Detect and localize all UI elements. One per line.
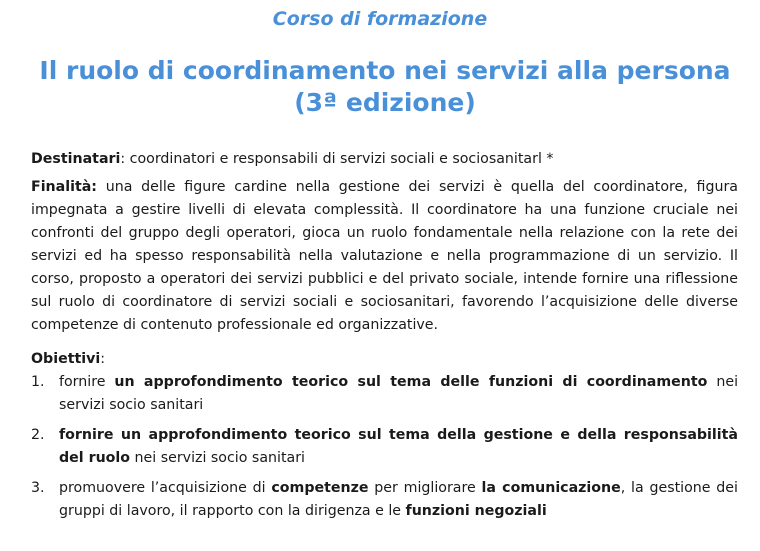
list-item — [31, 424, 738, 470]
destinatari-label: Destinatari — [31, 151, 121, 167]
list-item-text: fornire — [59, 374, 115, 390]
course-title — [0, 55, 760, 119]
list-item-emphasis: competenze — [271, 480, 369, 496]
finalita-paragraph — [31, 176, 738, 337]
course-title-line-1: Il ruolo di coordinamento nei servizi alla persona — [39, 56, 731, 85]
destinatari-paragraph — [31, 148, 738, 171]
list-item-text: , la gestione dei gruppi di lavoro, il rapporto con la dirigenza e le — [59, 480, 738, 519]
list-item-text: per migliorare — [368, 480, 482, 496]
destinatari-text: : coordinatori e responsabili di servizi sociali e sociosanitarl * — [120, 151, 554, 167]
obiettivi-label: Obiettivi — [31, 351, 101, 367]
list-item-emphasis: funzioni negoziali — [405, 503, 547, 519]
list-item-number: 2. — [31, 427, 45, 443]
finalita-label: Finalità: — [31, 179, 97, 195]
list-item-emphasis: un approfondimento teorico sul tema delle funzioni di coordinamento — [114, 374, 708, 390]
document-body — [31, 148, 738, 523]
list-item-number: 1. — [31, 374, 45, 390]
course-title-line-2: (3ª edizione) — [294, 88, 476, 117]
list-item-text: nei servizi socio sanitari — [130, 450, 305, 466]
list-item-emphasis: fornire un approfondimento teorico sul tema della gestione e della responsabilità del ruolo — [59, 427, 738, 466]
list-item-emphasis: la comunicazione — [481, 480, 621, 496]
obiettivi-list — [31, 371, 738, 523]
list-item — [31, 371, 738, 417]
obiettivi-heading — [31, 348, 738, 371]
obiettivi-colon: : — [100, 351, 106, 367]
list-item-number: 3. — [31, 480, 45, 496]
course-kicker: Corso di formazione — [272, 8, 488, 30]
list-item-text: promuovere l’acquisizione di — [59, 480, 272, 496]
finalita-text: una delle figure cardine nella gestione dei servizi è quella del coordinatore, figura impegnata a gestire livelli di elevata complessità. Il coordinatore ha una funzione cruciale nei confronti del gruppo degli operatori, gioca un ruolo fondamentale nella relazione con la rete dei servizi ed ha spesso responsabilità nella valutazione e nella programmazione di un servizio. Il corso, proposto a operatori dei servizi pubblici e del privato sociale, intende fornire una riflessione sul ruolo di coordinatore di servizi sociali e sociosanitari, favorendo l’acquisizione delle diverse competenze di contenuto professionale ed organizzative. — [31, 179, 738, 333]
list-item-text: nei servizi socio sanitari — [59, 374, 739, 413]
list-item — [31, 477, 738, 523]
